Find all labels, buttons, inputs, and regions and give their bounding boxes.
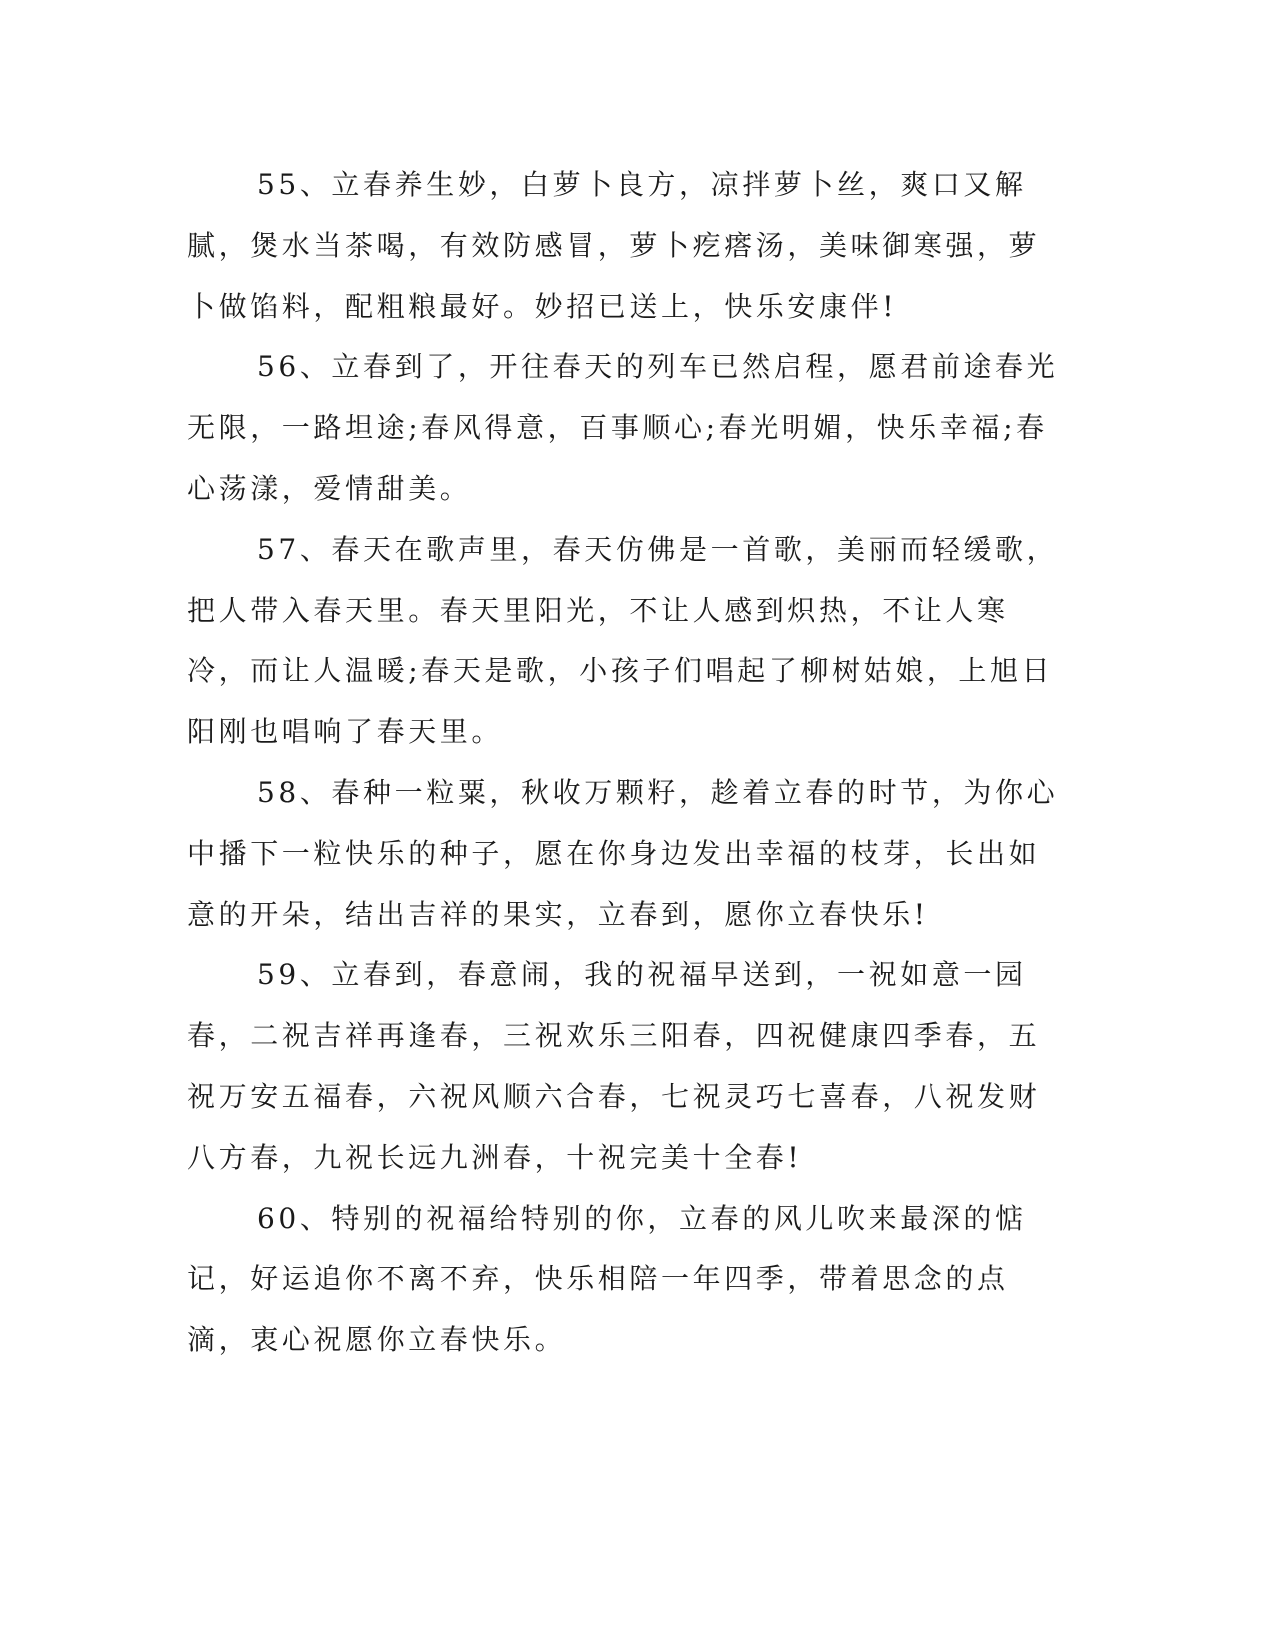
paragraph-59: 59、立春到，春意闹，我的祝福早送到，一祝如意一园春，二祝吉祥再逢春，三祝欢乐三阳春，四祝健康四季春，五祝万安五福春，六祝风顺六合春，七祝灵巧七喜春，八祝发财八方春，九祝长远九洲春，十祝完美十全春! (187, 958, 1041, 1174)
paragraph-56: 56、立春到了，开往春天的列车已然启程，愿君前途春光无限，一路坦途;春风得意，百事顺心;春光明媚，快乐幸福;春心荡漾，爱情甜美。 (187, 350, 1059, 505)
paragraph-58: 58、春种一粒粟，秋收万颗籽，趁着立春的时节，为你心中播下一粒快乐的种子，愿在你身边发出幸福的枝芽，长出如意的开朵，结出吉祥的果实，立春到，愿你立春快乐! (187, 775, 1059, 931)
paragraph-57: 57、春天在歌声里，春天仿佛是一首歌，美丽而轻缓歌，把人带入春天里。春天里阳光，不让人感到炽热，不让人寒冷，而让人温暖;春天是歌，小孩子们唱起了柳树姑娘，上旭日阳刚也唱响了春天里。 (187, 532, 1059, 749)
document-body (187, 155, 1067, 1371)
paragraph-60: 60、特别的祝福给特别的你，立春的风儿吹来最深的惦记，好运追你不离不弃，快乐相陪一年四季，带着思念的点滴，衷心祝愿你立春快乐。 (187, 1201, 1027, 1357)
paragraph-55: 55、立春养生妙，白萝卜良方，凉拌萝卜丝，爽口又解腻，煲水当茶喝，有效防感冒，萝卜疙瘩汤，美味御寒强，萝卜做馅料，配粗粮最好。妙招已送上，快乐安康伴! (187, 168, 1041, 323)
